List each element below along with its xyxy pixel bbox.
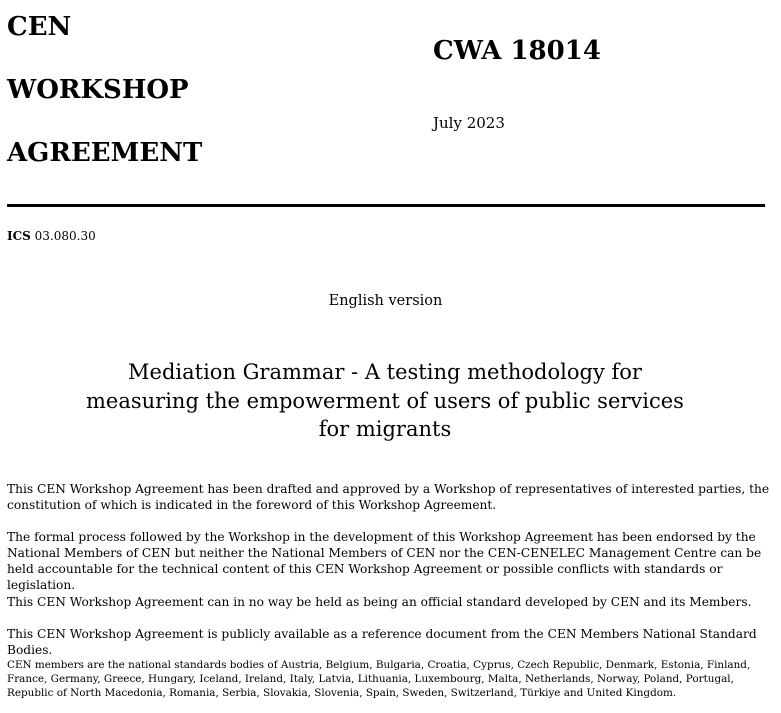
ics-code bbox=[7, 229, 96, 244]
paragraph-availability: This CEN Workshop Agreement is publicly available as a reference document from the CEN Members National Standard Bodies. bbox=[7, 627, 757, 657]
document-title-line3: for migrants bbox=[318, 417, 452, 441]
document-title bbox=[60, 358, 710, 444]
title-line-workshop: WORKSHOP bbox=[7, 75, 189, 105]
paragraph-drafting: This CEN Workshop Agreement has been drafted and approved by a Workshop of representatives of interested parties, the constitution of which is indicated in the foreword of this Workshop Agreement. bbox=[7, 482, 770, 512]
document-title-line1: Mediation Grammar - A testing methodology for bbox=[128, 360, 642, 384]
ics-value: 03.080.30 bbox=[34, 229, 96, 243]
title-line-agreement: AGREEMENT bbox=[7, 138, 203, 168]
ics-label: ICS bbox=[7, 229, 31, 243]
language-version: English version bbox=[328, 293, 443, 309]
document-title-line2: measuring the empowerment of users of public services bbox=[86, 388, 684, 413]
members-note: CEN members are the national standards bodies of Austria, Belgium, Bulgaria, Croatia, Cyprus, Czech Republic, Denmark, Estonia, Finland, France, Germany, Greece, Hungary, Iceland, Ireland, Italy, Latvia, Lithuania, Luxembourg, Malta, Netherlands, Norway, Poland, Portugal, Republic of North Macedonia, Romania, Serbia, Slovakia, Slovenia, Spain, Sweden, Switzerland, Türkiye and United Kingdom. bbox=[7, 659, 751, 699]
paragraph-not-standard: This CEN Workshop Agreement can in no way be held as being an official standard developed by CEN and its Members. bbox=[7, 595, 752, 609]
cwa-number: CWA 18014 bbox=[433, 36, 601, 66]
header-divider bbox=[7, 204, 765, 207]
publication-date: July 2023 bbox=[433, 114, 505, 132]
paragraph-formal-process: The formal process followed by the Workshop in the development of this Workshop Agreement has been endorsed by the National Members of CEN but neither the National Members of CEN nor the CEN-CENELEC Management Centre can be held accountable for the technical content of this CEN Workshop Agreement or possible conflicts with standards or legislation. bbox=[7, 530, 762, 592]
title-line-cen: CEN bbox=[7, 12, 72, 42]
